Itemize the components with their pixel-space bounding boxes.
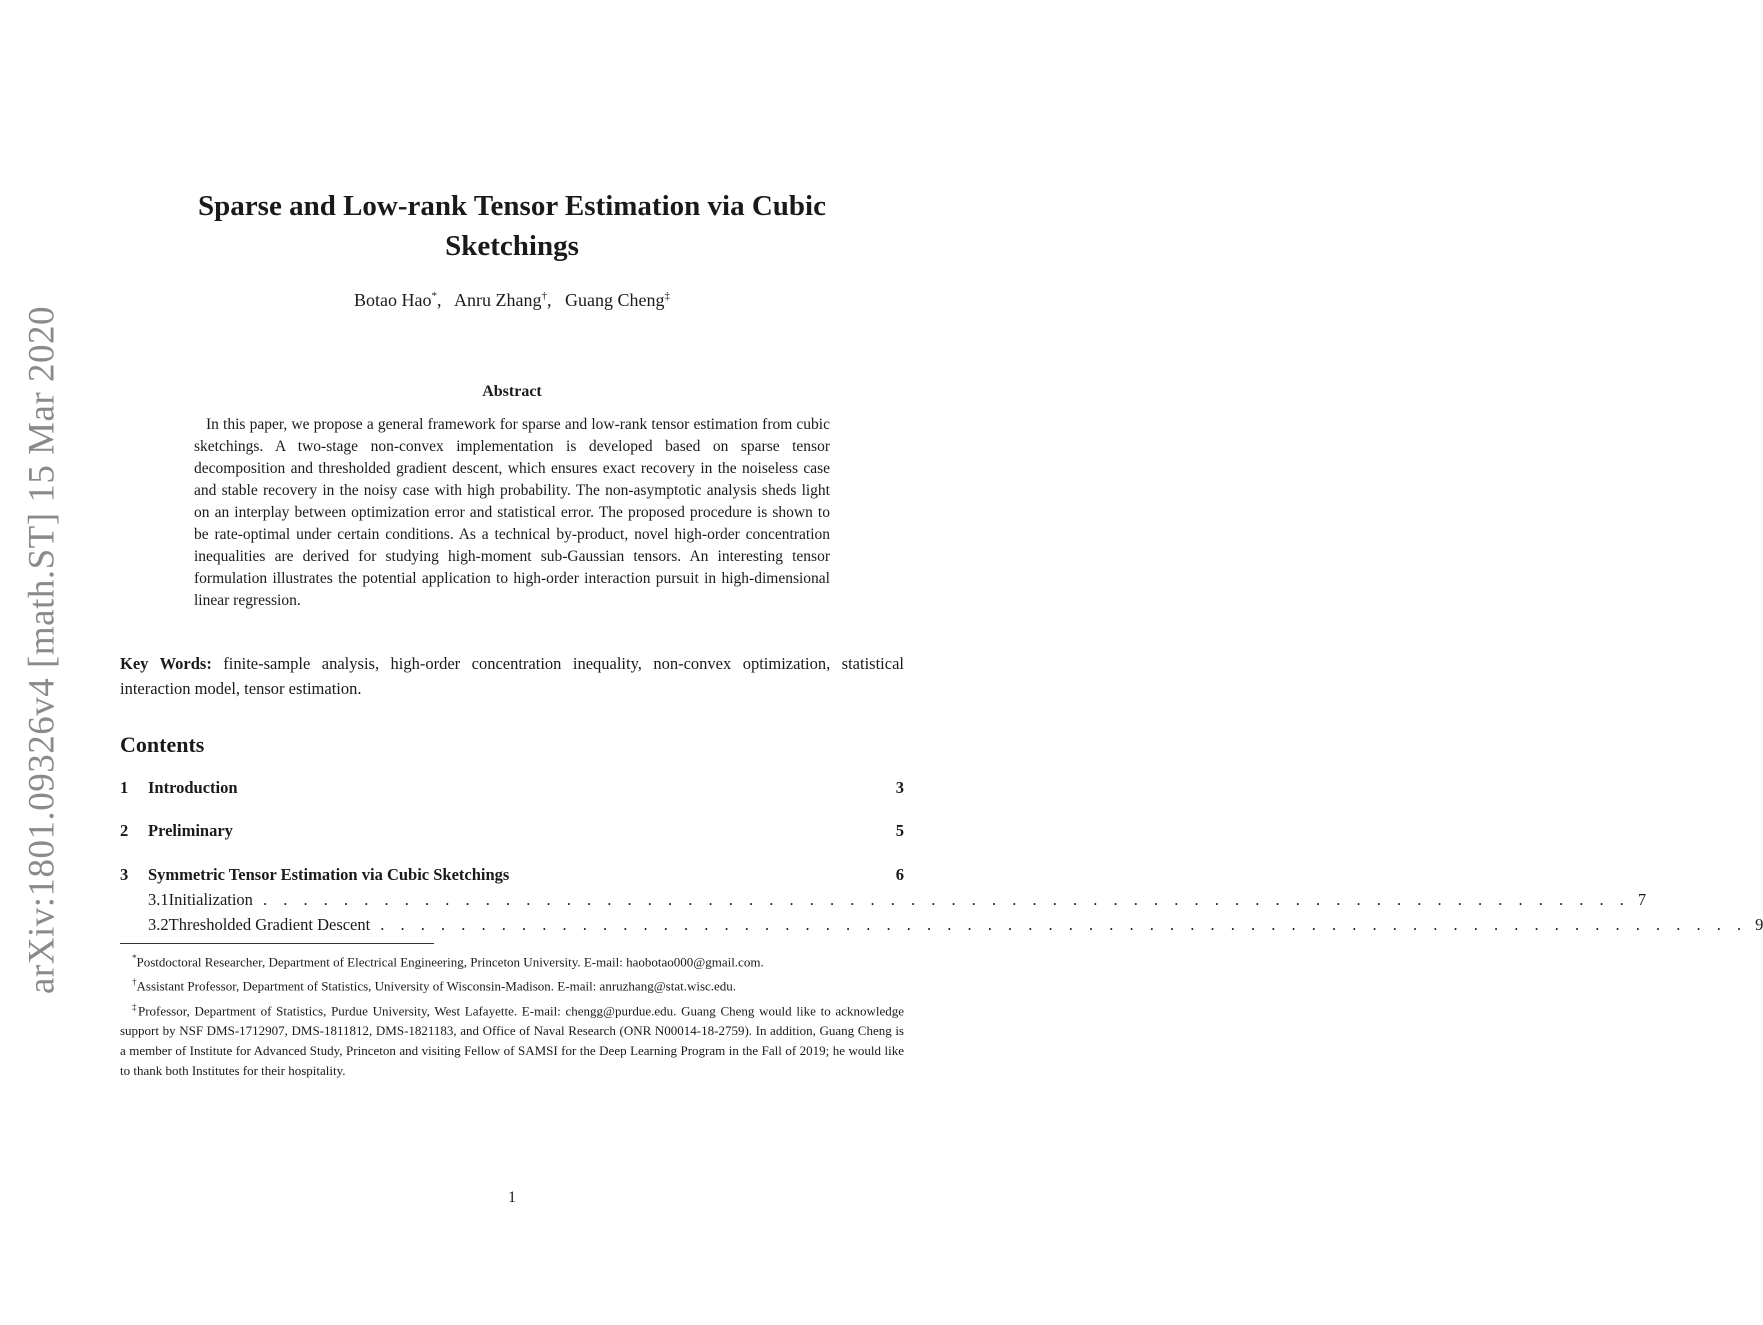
toc-entry-page: 7 [1637, 890, 1647, 909]
toc-entry-title: Thresholded Gradient Descent [168, 915, 371, 934]
toc-entry-number: 3.2 [148, 915, 169, 934]
paper-title-line-2: Sketchings [445, 230, 579, 262]
author-list: Botao Hao*, Anru Zhang†, Guang Cheng‡ [354, 290, 670, 310]
toc-entry-preliminary[interactable] [120, 821, 904, 845]
page-number: 1 [508, 1189, 516, 1206]
toc-entry-page: 6 [895, 865, 904, 884]
toc-leader-dots: . . . . . . . . . . . . . . . . . . . . . . . . . . . . . . . . . . . . . . . . . . . . . . . . . . . . . . . . . . . . . . . . . . . . [380, 915, 1748, 934]
toc-entry-number: 3 [120, 865, 129, 884]
author-name: Anru Zhang [454, 290, 542, 310]
author-footnote-mark: * [431, 290, 437, 302]
abstract-heading: Abstract [482, 383, 542, 400]
footnote-3 [120, 997, 904, 1081]
toc-entry-number: 2 [120, 821, 129, 840]
footnote-text: Postdoctoral Researcher, Department of Electrical Engineering, Princeton University. E-mail: haobotao000@gmail.com. [136, 954, 764, 970]
toc-entry-number: 1 [120, 778, 129, 797]
toc-entry-initialization[interactable] [120, 890, 1647, 914]
arxiv-identifier-stamp: arXiv:1801.09326v4 [math.ST] 15 Mar 2020 [21, 306, 63, 994]
toc-entry-title: Initialization [168, 890, 253, 909]
keywords [120, 651, 904, 701]
author-name: Botao Hao [354, 290, 432, 310]
toc-entry-title: Preliminary [148, 821, 233, 840]
footnote-mark: † [132, 977, 137, 988]
toc-entry-page: 5 [895, 821, 904, 840]
author-footnote-mark: † [541, 290, 547, 302]
footnotes [120, 948, 904, 1081]
toc-entry-number: 3.1 [148, 890, 169, 909]
footnote-divider [120, 943, 434, 944]
toc-entry-thresholded-gradient-descent[interactable] [120, 915, 1763, 939]
keywords-label: Key Words: [120, 654, 212, 673]
footnote-text: Assistant Professor, Department of Statistics, University of Wisconsin-Madison. E-mail: anruzhang@stat.wisc.edu. [136, 978, 737, 994]
author-footnote-mark: ‡ [664, 290, 670, 302]
paper-title-line-1: Sparse and Low-rank Tensor Estimation via Cubic [198, 190, 826, 222]
author-name: Guang Cheng [565, 290, 665, 310]
footnote-1 [120, 948, 904, 972]
footnote-mark: ‡ [132, 1001, 138, 1012]
toc-leader-dots: . . . . . . . . . . . . . . . . . . . . . . . . . . . . . . . . . . . . . . . . . . . . . . . . . . . . . . . . . . . . . . . . . . . . [262, 890, 1630, 909]
footnote-mark: * [132, 953, 137, 963]
keywords-text: finite-sample analysis, high-order concentration inequality, non-convex optimization, statistical interaction model, tensor estimation. [120, 654, 904, 698]
abstract-body: In this paper, we propose a general framework for sparse and low-rank tensor estimation from cubic sketchings. A two-stage non-convex implementation is developed based on sparse tensor decomposition and thresholded gradient descent, which ensures exact recovery in the noiseless case and stable recovery in the noisy case with high probability. The non-asymptotic analysis sheds light on an interplay between optimization error and statistical error. The proposed procedure is shown to be rate-optimal under certain conditions. As a technical by-product, novel high-order concentration inequalities are derived for studying high-moment sub-Gaussian tensors. An interesting tensor formulation illustrates the potential application to high-order interaction pursuit in high-dimensional linear regression. [194, 416, 830, 609]
toc-entry-page: 3 [895, 778, 904, 797]
toc-entry-title: Symmetric Tensor Estimation via Cubic Sketchings [148, 865, 510, 884]
footnote-2 [120, 972, 904, 996]
toc-entry-introduction[interactable] [120, 778, 904, 802]
toc-entry-page: 9 [1755, 915, 1763, 934]
toc-entry-symmetric-tensor-estimation[interactable] [120, 865, 904, 889]
paper-title [120, 186, 904, 266]
contents-heading: Contents [120, 732, 205, 757]
toc-entry-title: Introduction [148, 778, 238, 797]
footnote-text: Professor, Department of Statistics, Purdue University, West Lafayette. E-mail: chengg@purdue.edu. Guang Cheng would like to acknowledge support by NSF DMS-1712907, DMS-1811812, DMS-1821183, and Office of Naval Research (ONR N00014-18-2759). In addition, Guang Cheng is a member of Institute for Advanced Study, Princeton and visiting Fellow of SAMSI for the Deep Learning Program in the Fall of 2019; he would like to thank both Institutes for their hospitality. [120, 1002, 904, 1078]
